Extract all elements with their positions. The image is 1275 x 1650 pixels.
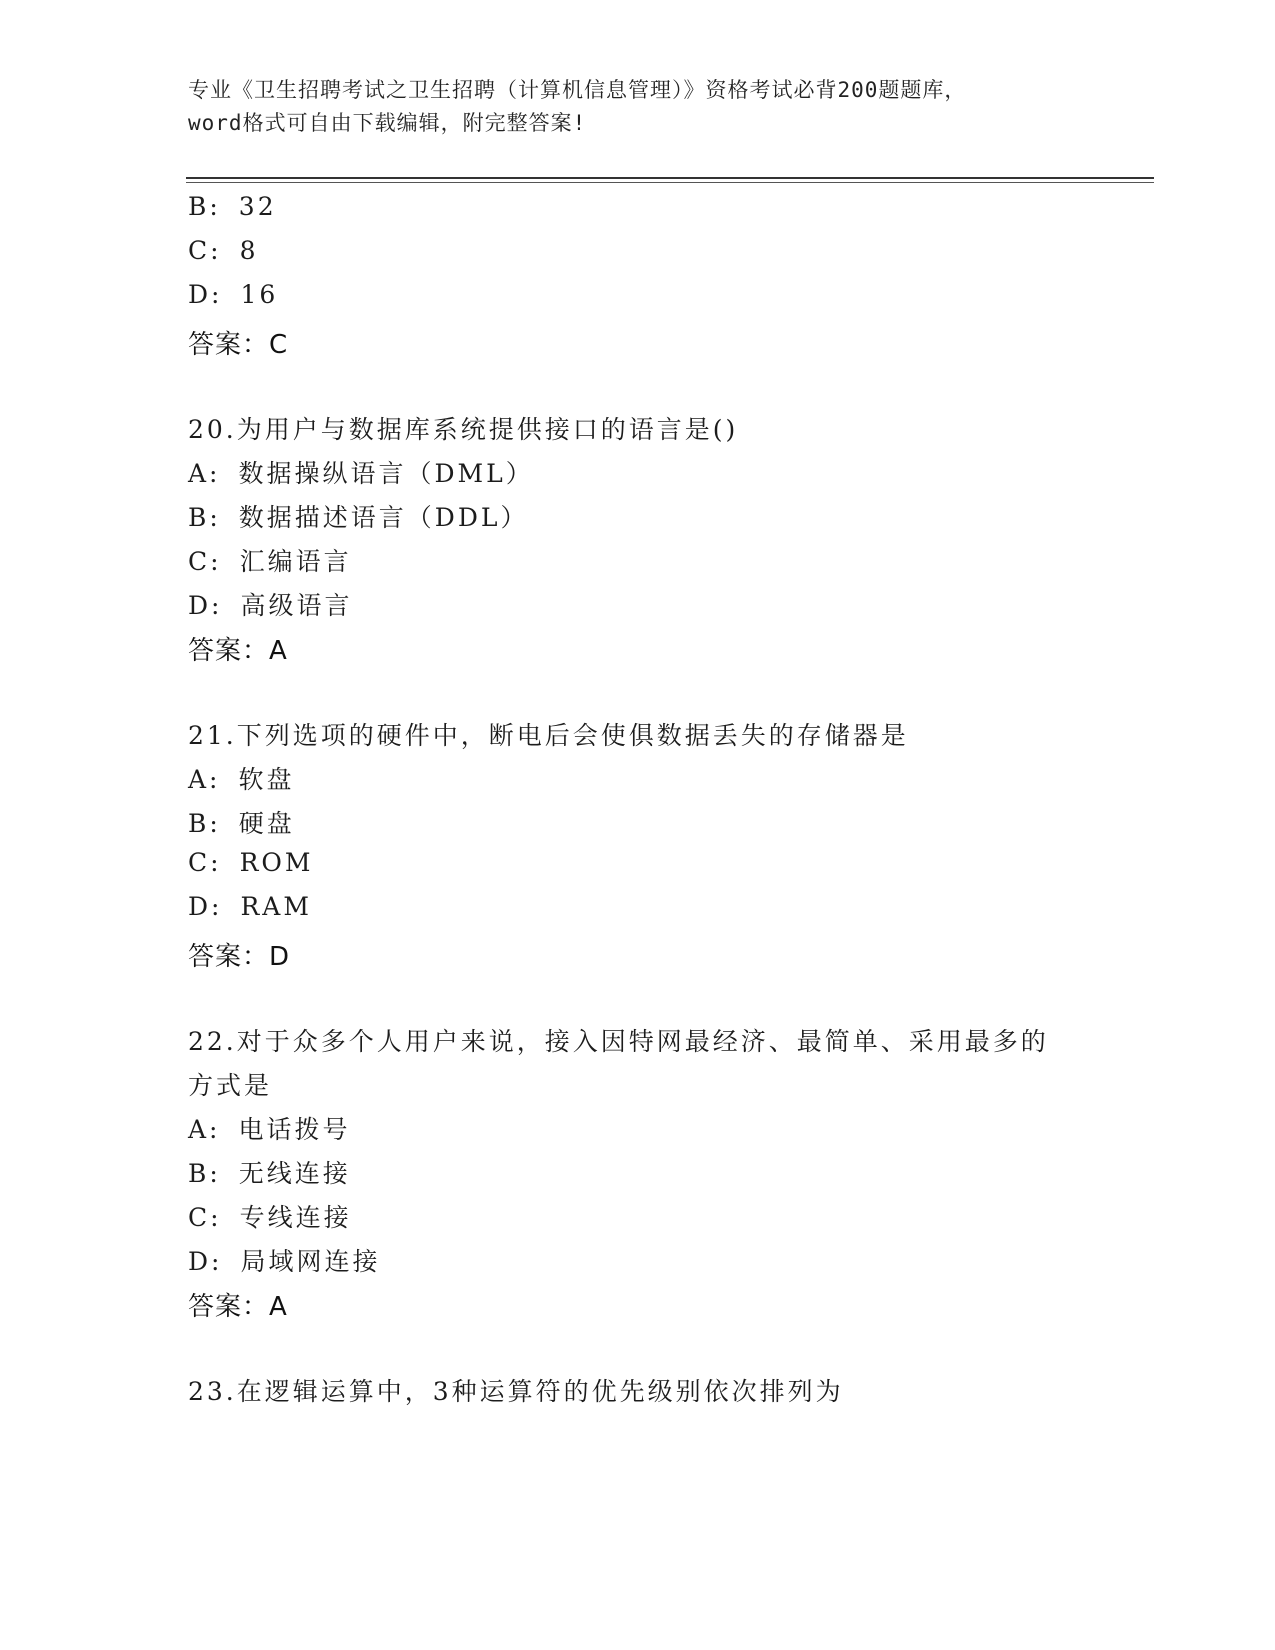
header-divider-thick (186, 177, 1154, 179)
option-text: 数据操纵语言（DML） (238, 459, 534, 488)
option-text: 16 (240, 280, 279, 309)
option-a (188, 454, 534, 490)
option-c (188, 236, 258, 265)
option-letter: D: (188, 280, 223, 309)
option-c (188, 1198, 352, 1234)
header-divider-thin (186, 182, 1154, 183)
option-letter: D: (188, 892, 223, 921)
answer-line: 答案：A (188, 636, 288, 666)
option-letter: B: (188, 503, 221, 532)
answer-line: 答案：D (188, 942, 291, 972)
option-letter: B: (188, 192, 221, 221)
option-text: 32 (238, 192, 277, 221)
option-text: 专线连接 (239, 1203, 352, 1232)
answer-line: 答案：C (188, 330, 289, 360)
option-text: 硬盘 (238, 809, 295, 838)
option-text: RAM (240, 892, 312, 921)
option-text: 8 (239, 236, 259, 265)
header-title-line-1: 专业《卫生招聘考试之卫生招聘（计算机信息管理）》资格考试必背200题题库， (188, 78, 967, 102)
option-text: 局域网连接 (240, 1247, 381, 1276)
option-letter: C: (188, 236, 222, 265)
option-letter: C: (188, 848, 222, 877)
option-c (188, 848, 313, 877)
question-22-text-line-2: 方式是 (188, 1071, 273, 1100)
option-letter: B: (188, 809, 221, 838)
option-letter: D: (188, 1247, 223, 1276)
header-title-line-2: word格式可自由下载编辑，附完整答案! (188, 111, 587, 135)
option-text: 无线连接 (238, 1159, 351, 1188)
option-d (188, 1242, 380, 1278)
option-d (188, 586, 352, 622)
document-header (188, 74, 1088, 140)
option-a (188, 1110, 351, 1146)
option-letter: A: (188, 459, 221, 488)
option-b (188, 804, 295, 840)
option-text: 电话拨号 (238, 1115, 351, 1144)
option-b (188, 498, 529, 534)
option-b (188, 1154, 351, 1190)
option-c (188, 542, 352, 578)
question-23-text: 23.在逻辑运算中，3种运算符的优先级别依次排列为 (188, 1377, 844, 1406)
option-text: 软盘 (238, 765, 295, 794)
option-letter: D: (188, 591, 223, 620)
question-20-text: 20.为用户与数据库系统提供接口的语言是() (188, 415, 739, 444)
option-text: 汇编语言 (239, 547, 352, 576)
answer-line: 答案：A (188, 1292, 288, 1322)
option-d (188, 892, 312, 921)
option-d (188, 280, 278, 309)
option-a (188, 760, 295, 796)
option-text: 高级语言 (240, 591, 353, 620)
question-21-text: 21.下列选项的硬件中，断电后会使俱数据丢失的存储器是 (188, 721, 909, 750)
question-22-text-line-1: 22.对于众多个人用户来说，接入因特网最经济、最简单、采用最多的 (188, 1027, 1049, 1056)
option-letter: A: (188, 1115, 221, 1144)
option-text: ROM (239, 848, 314, 877)
option-letter: B: (188, 1159, 221, 1188)
option-text: 数据描述语言（DDL） (238, 503, 529, 532)
option-letter: C: (188, 1203, 222, 1232)
option-letter: A: (188, 765, 221, 794)
option-b (188, 192, 277, 221)
option-letter: C: (188, 547, 222, 576)
